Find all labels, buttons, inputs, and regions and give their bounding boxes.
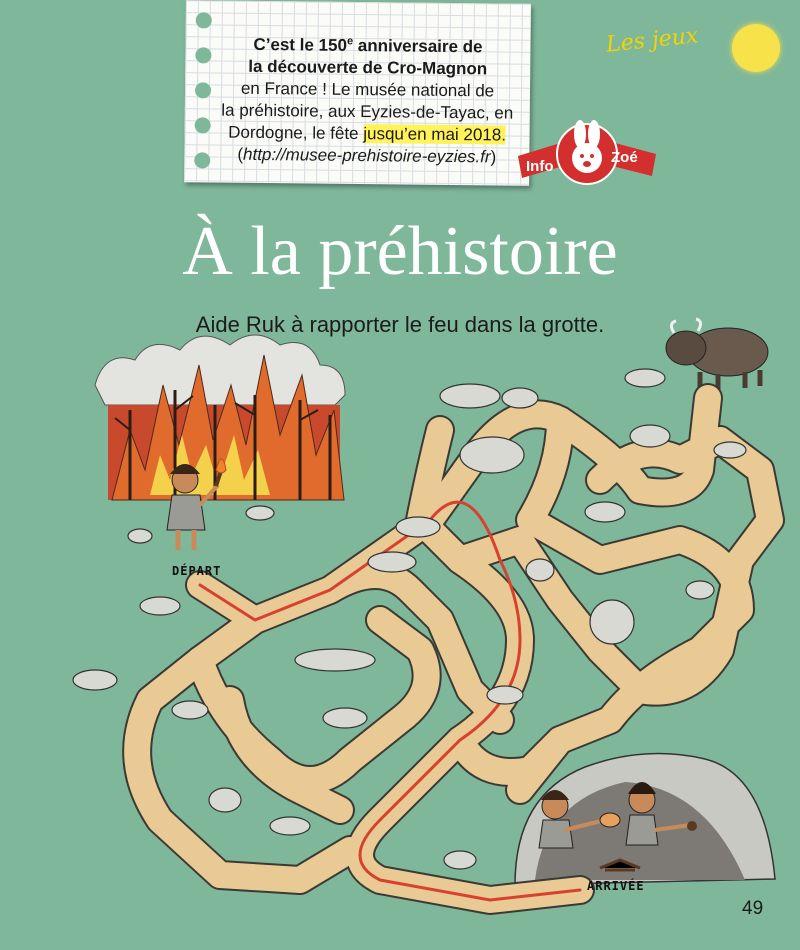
- section-tag: Les jeux: [604, 23, 700, 58]
- badge-zoe-text: Zoé: [611, 149, 638, 166]
- instruction-text: Aide Ruk à rapporter le feu dans la grotte.: [195, 312, 605, 337]
- page-number: 49: [742, 898, 764, 919]
- info-note-text: C’est le 150e anniversaire de la découverte de Cro-Magnon en France ! Le musée national de la préhistoire, aux Eyzies-de-Tayac, en Dordogne, le fête jusqu’en mai 2018. (http://musee-prehistoire-eyzies.fr): [221, 34, 514, 167]
- bison-illustration: [666, 319, 768, 390]
- page-title: À la préhistoire: [182, 213, 618, 290]
- date-highlight: jusqu’en mai 2018.: [363, 123, 507, 145]
- finish-label: ARRIVÉE: [587, 879, 645, 893]
- badge-info-text: Info: [526, 158, 554, 175]
- start-label: DÉPART: [172, 564, 222, 578]
- museum-url: http://musee-prehistoire-eyzies.fr: [242, 144, 491, 167]
